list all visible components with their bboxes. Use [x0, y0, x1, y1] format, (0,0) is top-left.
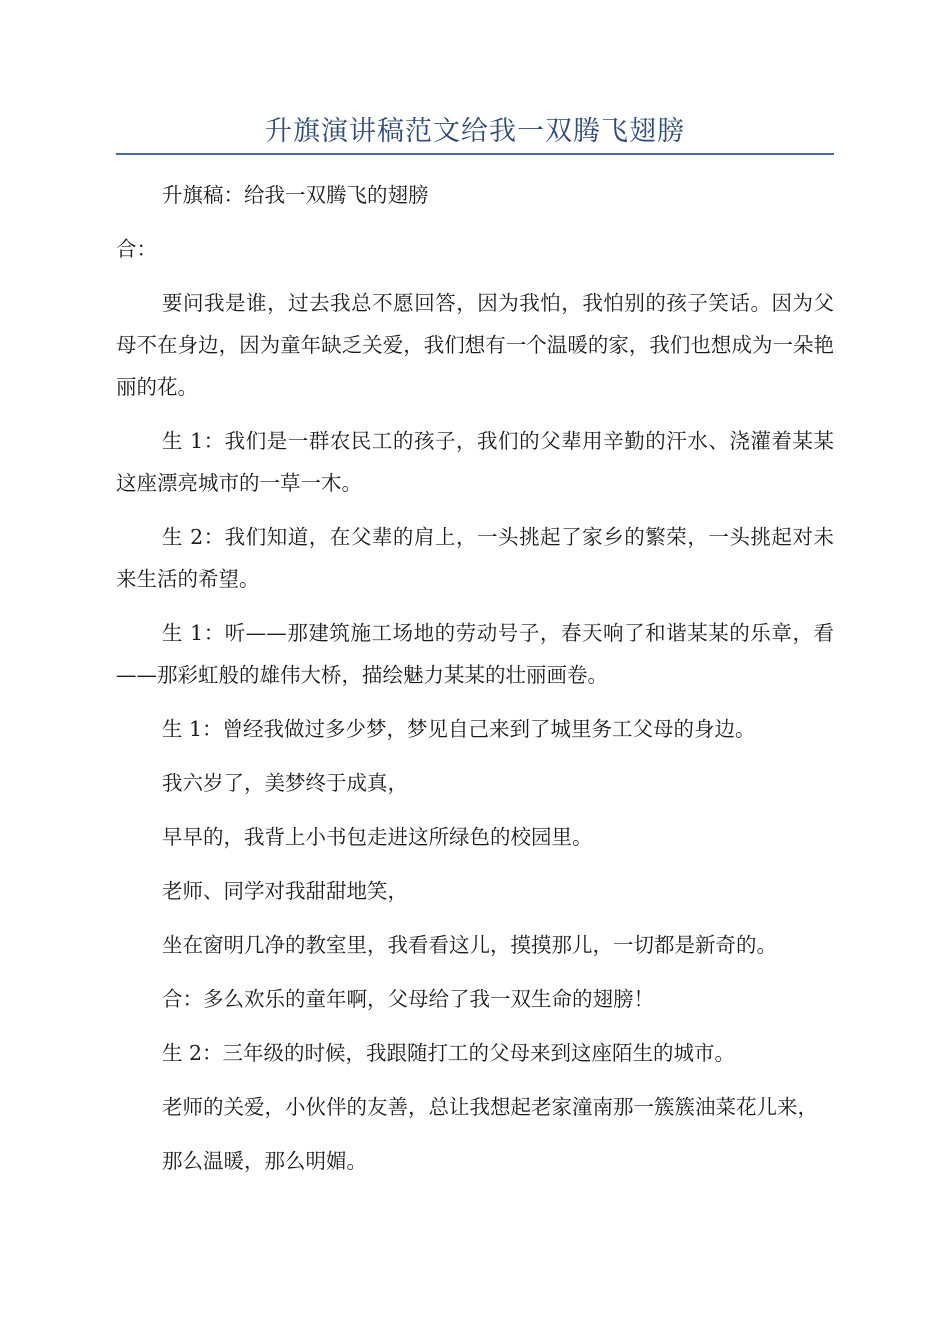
- paragraph: 坐在窗明几净的教室里，我看看这儿，摸摸那儿，一切都是新奇的。: [162, 933, 777, 957]
- paragraph: 生 1：曾经我做过多少梦，梦见自己来到了城里务工父母的身边。: [162, 717, 756, 741]
- title-underline: [116, 153, 834, 155]
- paragraph: 生 1：听——那建筑施工场地的劳动号子，春天响了和谐某某的乐章，看——那彩虹般的雄伟大桥，描绘魅力某某的壮丽画卷。: [116, 621, 834, 687]
- paragraph: 合：多么欢乐的童年啊，父母给了我一双生命的翅膀！: [162, 987, 654, 1011]
- paragraph: 我六岁了，美梦终于成真，: [162, 771, 408, 795]
- paragraph: 合：: [116, 237, 157, 261]
- paragraph: 老师、同学对我甜甜地笑，: [162, 879, 408, 903]
- paragraph: 要问我是谁，过去我总不愿回答，因为我怕，我怕别的孩子笑话。因为父母不在身边，因为童年缺乏关爱，我们想有一个温暖的家，我们也想成为一朵艳丽的花。: [116, 291, 834, 399]
- paragraph: 早早的，我背上小书包走进这所绿色的校园里。: [162, 825, 593, 849]
- paragraph: 老师的关爱，小伙伴的友善，总让我想起老家潼南那一簇簇油菜花儿来，: [162, 1095, 818, 1119]
- document-body: [116, 174, 834, 1194]
- paragraph: 那么温暖，那么明媚。: [162, 1149, 367, 1173]
- paragraph: 生 1：我们是一群农民工的孩子，我们的父辈用辛勤的汗水、浇灌着某某这座漂亮城市的一草一木。: [116, 429, 834, 495]
- paragraph: 生 2：三年级的时候，我跟随打工的父母来到这座陌生的城市。: [162, 1041, 736, 1065]
- paragraph: 生 2：我们知道，在父辈的肩上，一头挑起了家乡的繁荣，一头挑起对未来生活的希望。: [116, 525, 834, 591]
- document-title: 升旗演讲稿范文给我一双腾飞翅膀: [265, 116, 685, 147]
- paragraph: 升旗稿：给我一双腾飞的翅膀: [162, 183, 429, 207]
